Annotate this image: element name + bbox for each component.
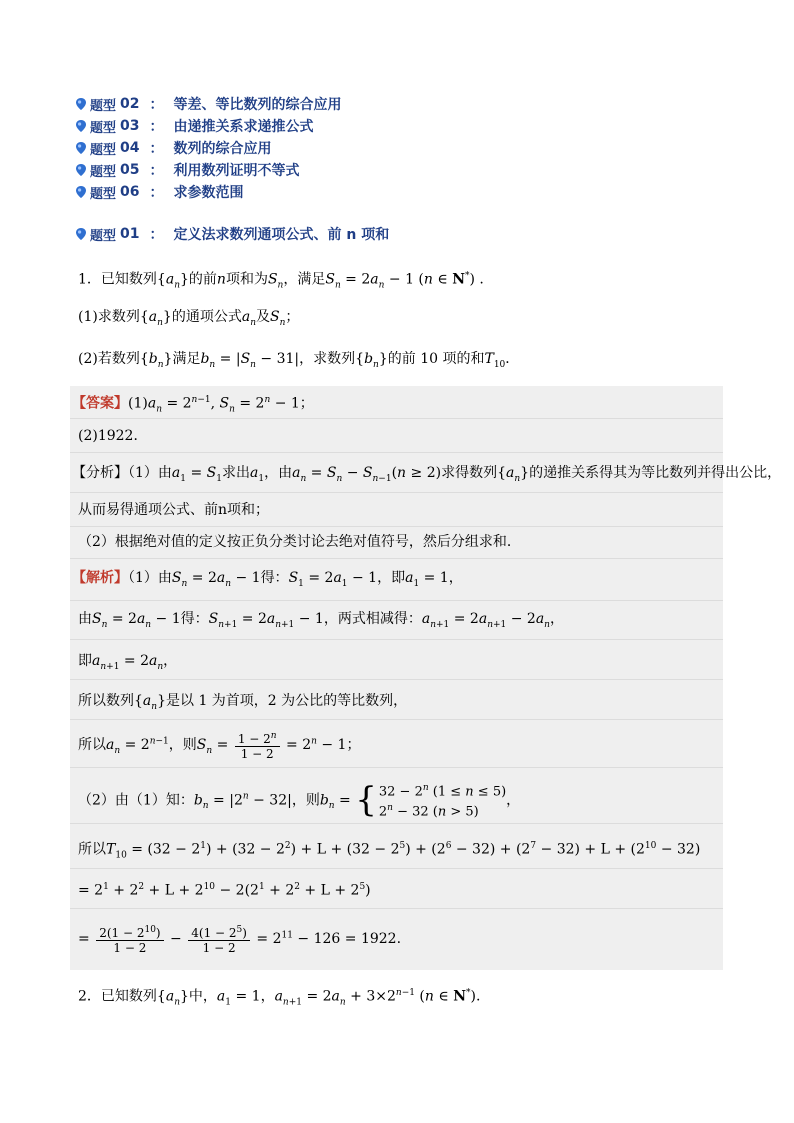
divider — [70, 719, 723, 720]
answer-line-1: 【答案】$(1)a_n = 2^{n-1}$, $S_n = 2^n - 1$； — [72, 395, 314, 415]
section-num: 01 — [120, 226, 140, 242]
q1-part2: (2)若数列$\{b_n\}$满足$b_n = |S_n - 31|$，求数列$\{b_n\}$的前 10 项的和$T_{10}$． — [78, 351, 520, 370]
solution-line-1: 【解析】（1）由$S_n = 2a_n - 1$得：$S_1 = 2a_1 - 1$，即$a_1 = 1$， — [72, 570, 463, 589]
solution-line-8: = $2^1 + 2^2 + L + 2^{10} - 2(2^1 + 2^2 + L + 2^5)$ — [78, 882, 371, 899]
toc-tag: 题型 — [90, 120, 117, 136]
analysis-line-1: 【分析】（1）由$a_1 = S_1$求出$a_1$，由$a_n = S_n - S_{n-1}(n \ge 2)$求得数列$\{a_n\}$的递推关系得其为等比数列并得出公比， — [72, 465, 782, 484]
divider — [70, 526, 723, 527]
toc-title: 由递推关系求递推公式 — [173, 119, 314, 135]
divider — [70, 767, 723, 768]
solution-line-2: 由$S_n = 2a_n - 1$得：$S_{n+1} = 2a_{n+1} - 1$，两式相减得：$a_{n+1} = 2a_{n+1} - 2a_n$， — [78, 611, 564, 630]
analysis-line-2: 从而易得通项公式、前n项和； — [78, 502, 270, 518]
solution-line-7: 所以$T_{10} = (32 - 2^1) + (32 - 2^2) + L + (32 - 2^5) + (2^6 - 32) + (2^7 - 32) + L + (2^{10} - 32)$ — [78, 841, 701, 861]
divider — [70, 639, 723, 640]
toc-title: 求参数范围 — [173, 185, 244, 201]
toc-item — [74, 160, 300, 180]
toc-tag: 题型 — [90, 98, 117, 114]
solution-line-9: = $\frac{2(1 - 2^{10})}{1 - 2}$ − $\frac{4(1 - 2^5)}{1 - 2}$ = $2^{11} - 126 = 1922$. — [78, 925, 402, 955]
section-tag: 题型 — [90, 228, 117, 244]
q1-part1: (1)求数列$\{a_n\}$的通项公式$a_n$及$S_n$； — [78, 309, 300, 328]
toc-tag: 题型 — [90, 186, 117, 202]
divider — [70, 492, 723, 493]
toc-sep: ： — [149, 119, 164, 135]
toc-item — [74, 116, 314, 136]
solution-line-5: 所以$a_n = 2^{n-1}$，则$S_n$ = $\frac{1 - 2^n}{1 - 2}$ = $2^n - 1$； — [78, 731, 361, 761]
section-heading — [74, 224, 389, 244]
location-pin-icon — [74, 163, 88, 177]
analysis-label: 【分析】 — [72, 465, 128, 481]
toc-sep: ： — [149, 97, 164, 113]
location-pin-icon — [74, 97, 88, 111]
divider — [70, 452, 723, 453]
answer-label: 【答案】 — [72, 395, 128, 412]
toc-tag: 题型 — [90, 142, 117, 158]
toc-num: 04 — [120, 140, 140, 156]
section-sep: ： — [149, 227, 164, 243]
answer-line-2: (2)1922． — [78, 428, 148, 444]
toc-title: 数列的综合应用 — [173, 141, 272, 157]
toc-item — [74, 182, 244, 202]
analysis-line-3: （2）根据绝对值的定义按正负分类讨论去绝对值符号，然后分组求和． — [78, 534, 521, 550]
solution-label: 【解析】 — [72, 570, 128, 586]
section-title: 定义法求数列通项公式、前 n 项和 — [173, 227, 390, 243]
solution-line-6: （2）由（1）知：$b_n = |2^n - 32|$，则$b_n$ = { $32 - 2^n$ (1 ≤ n ≤ 5) $2^n - 32$ (n > 5) ， — [78, 780, 521, 821]
location-pin-icon — [74, 119, 88, 133]
toc-sep: ： — [149, 185, 164, 201]
q2-stem: 2．已知数列$\{a_n\}$中，$a_1 = 1$，$a_{n+1} = 2a_n + 3\times 2^{n-1}$ (n ∈ N*). — [78, 988, 481, 1008]
toc-item — [74, 94, 342, 114]
toc-num: 05 — [120, 162, 140, 178]
toc-title: 利用数列证明不等式 — [173, 163, 300, 179]
divider — [70, 908, 723, 909]
divider — [70, 679, 723, 680]
toc-title: 等差、等比数列的综合应用 — [173, 97, 342, 113]
location-pin-icon — [74, 227, 88, 241]
toc-sep: ： — [149, 163, 164, 179]
toc-num: 02 — [120, 96, 140, 112]
toc-sep: ： — [149, 141, 164, 157]
toc-item — [74, 138, 272, 158]
toc-num: 06 — [120, 184, 140, 200]
location-pin-icon — [74, 141, 88, 155]
solution-line-4: 所以数列$\{a_n\}$是以 1 为首项，2 为公比的等比数列， — [78, 693, 408, 712]
divider — [70, 600, 723, 601]
divider — [70, 868, 723, 869]
solution-line-3: 即$a_{n+1} = 2a_n$， — [78, 653, 178, 672]
divider — [70, 823, 723, 824]
toc-num: 03 — [120, 118, 140, 134]
divider — [70, 558, 723, 559]
location-pin-icon — [74, 185, 88, 199]
toc-tag: 题型 — [90, 164, 117, 180]
q1-stem: 1．已知数列$\{a_n\}$的前n项和为$S_n$，满足$S_n = 2a_n - 1$ (n ∈ N*) . — [78, 271, 484, 291]
